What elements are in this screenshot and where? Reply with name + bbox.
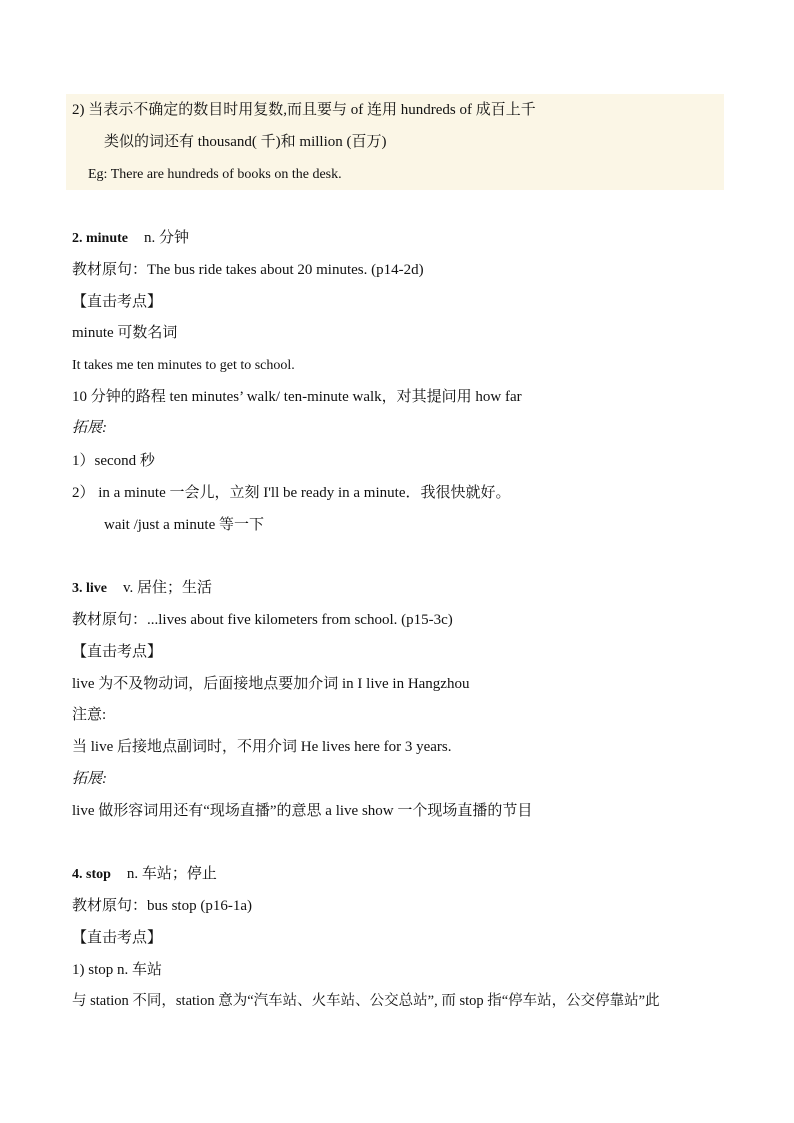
note-line-3: Eg: There are hundreds of books on the desk. bbox=[88, 167, 342, 182]
text-line: 2） in a minute 一会儿，立刻 I'll be ready in a minute．我很快就好。 bbox=[72, 485, 511, 501]
text-line: 1）second 秒 bbox=[72, 453, 155, 469]
note-line-2: 类似的词还有 thousand( 千)和 million (百万) bbox=[104, 134, 387, 150]
section-pos: n. 车站；停止 bbox=[126, 866, 217, 882]
source-sentence: 教材原句：...lives about five kilometers from school. (p15-3c) bbox=[72, 612, 453, 628]
text-line: wait /just a minute 等一下 bbox=[104, 517, 264, 533]
example-sentence: It takes me ten minutes to get to school. bbox=[72, 358, 295, 373]
extension-label: 拓展: bbox=[72, 420, 107, 436]
section-live-heading bbox=[72, 578, 212, 599]
kaodian-heading: 【直击考点】 bbox=[72, 294, 163, 310]
text-line: 10 分钟的路程 ten minutes’ walk/ ten-minute walk，对其提问用 how far bbox=[72, 389, 522, 405]
text-line: live 做形容词用还有“现场直播”的意思 a live show 一个现场直播的节目 bbox=[72, 803, 533, 819]
kaodian-heading: 【直击考点】 bbox=[72, 644, 163, 660]
section-title: 2. minute bbox=[72, 231, 128, 246]
source-sentence: 教材原句：bus stop (p16-1a) bbox=[72, 898, 252, 914]
extension-label: 拓展: bbox=[72, 771, 107, 787]
section-stop-heading bbox=[72, 864, 217, 885]
text-line: minute 可数名词 bbox=[72, 325, 178, 341]
section-pos: n. 分钟 bbox=[144, 230, 190, 246]
kaodian-heading: 【直击考点】 bbox=[72, 930, 163, 946]
section-title: 3. live bbox=[72, 581, 107, 596]
section-pos: v. 居住；生活 bbox=[123, 580, 213, 596]
text-line: 1) stop n. 车站 bbox=[72, 962, 163, 978]
note-line-1: 2) 当表示不确定的数目时用复数,而且要与 of 连用 hundreds of 成百上千 bbox=[72, 102, 536, 118]
section-title: 4. stop bbox=[72, 867, 111, 882]
text-line: live 为不及物动词，后面接地点要加介词 in I live in Hangzhou bbox=[72, 676, 470, 692]
text-line: 注意: bbox=[72, 707, 107, 723]
text-line: 与 station 不同，station 意为“汽车站、火车站、公交总站”, 而 stop 指“停车站，公交停靠站”此 bbox=[72, 993, 660, 1009]
source-sentence: 教材原句：The bus ride takes about 20 minutes. (p14-2d) bbox=[72, 262, 424, 278]
text-line: 当 live 后接地点副词时，不用介词 He lives here for 3 years. bbox=[72, 739, 452, 755]
section-minute-heading bbox=[72, 228, 189, 249]
